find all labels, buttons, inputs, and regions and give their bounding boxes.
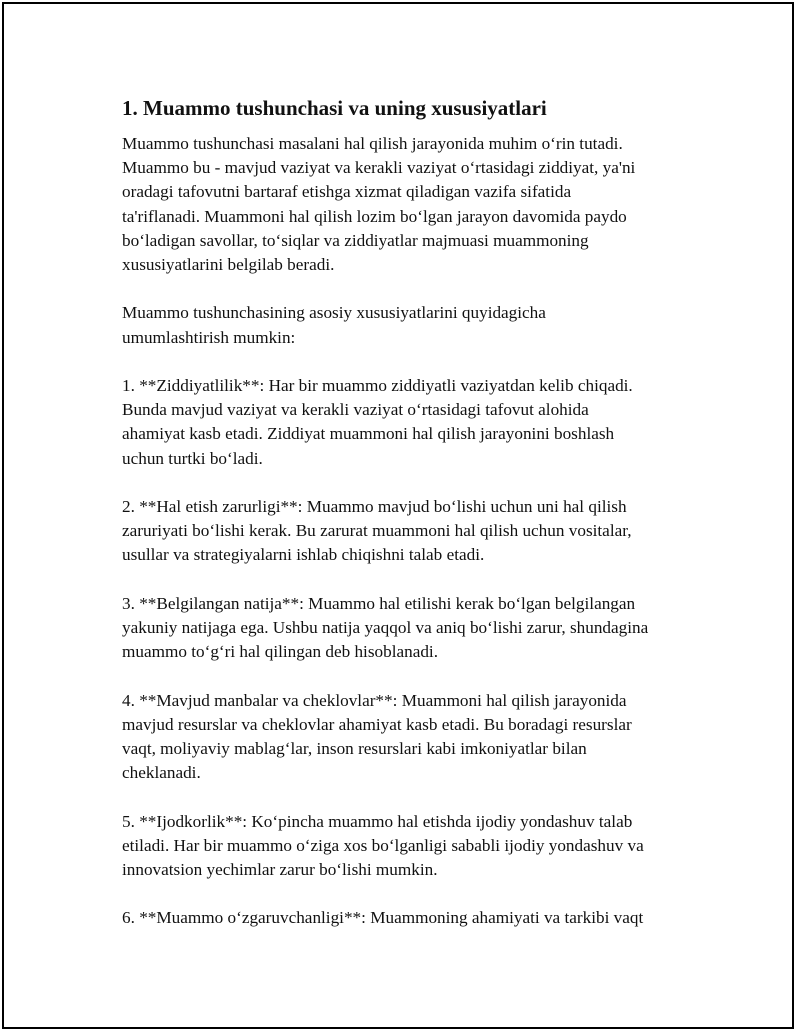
text-line: ahamiyat kasb etadi. Ziddiyat muammoni hal qilish jarayonini boshlash: [122, 424, 615, 444]
text-line: 1. **Ziddiyatlilik**: Har bir muammo ziddiyatli vaziyatdan kelib chiqadi.: [122, 376, 633, 395]
text-line: oradagi tafovutni bartaraf etishga xizmat qiladigan vazifa sifatida: [122, 182, 572, 202]
list-item-6: [122, 906, 692, 930]
paragraph-summary-lead: [122, 301, 692, 349]
text-line: 4. **Mavjud manbalar va cheklovlar**: Muammoni hal qilish jarayonida: [122, 690, 627, 710]
text-line: ta'riflanadi. Muammoni hal qilish lozim bo‘lgan jarayon davomida paydo: [122, 206, 627, 226]
text-line: xususiyatlarini belgilab beradi.: [122, 255, 335, 275]
document-body: [122, 94, 692, 955]
text-line: muammo to‘g‘ri hal qilingan deb hisoblanadi.: [122, 642, 438, 662]
text-line: 6. **Muammo o‘zgaruvchanligi**: Muammoning ahamiyati va tarkibi vaqt: [122, 908, 644, 928]
list-item-4: [122, 689, 692, 786]
text-line: Muammo bu - mavjud vaziyat va kerakli vaziyat o‘rtasidagi ziddiyat, ya'ni: [122, 158, 636, 178]
list-item-3: [122, 592, 692, 665]
text-line: innovatsion yechimlar zarur bo‘lishi mumkin.: [122, 860, 438, 879]
text-line: yakuniy natijaga ega. Ushbu natija yaqqol va aniq bo‘lishi zarur, shundagina: [122, 618, 649, 637]
list-item-1: [122, 374, 692, 471]
text-line: 2. **Hal etish zarurligi**: Muammo mavjud bo‘lishi uchun uni hal qilish: [122, 497, 627, 516]
text-line: uchun turtki bo‘ladi.: [122, 448, 263, 468]
text-line: etiladi. Har bir muammo o‘ziga xos bo‘lganligi sababli ijodiy yondashuv va: [122, 835, 644, 855]
text-line: 5. **Ijodkorlik**: Ko‘pincha muammo hal etishda ijodiy yondashuv talab: [122, 811, 633, 831]
text-line: 3. **Belgilangan natija**: Muammo hal etilishi kerak bo‘lgan belgilangan: [122, 593, 636, 613]
text-line: mavjud resurslar va cheklovlar ahamiyat kasb etadi. Bu boradagi resurslar: [122, 714, 632, 734]
text-line: vaqt, moliyaviy mablag‘lar, inson resurslari kabi imkoniyatlar bilan: [122, 739, 587, 758]
page-frame: [2, 2, 794, 1029]
text-line: zaruriyati bo‘lishi kerak. Bu zarurat muammoni hal qilish uchun vositalar,: [122, 521, 632, 541]
text-line: Bunda mavjud vaziyat va kerakli vaziyat o‘rtasidagi tafovut alohida: [122, 400, 589, 420]
paragraph-intro: [122, 132, 692, 277]
section-heading: 1. Muammo tushunchasi va uning xususiyatlari: [122, 96, 547, 120]
text-line: umumlashtirish mumkin:: [122, 327, 296, 347]
text-line: cheklanadi.: [122, 763, 201, 783]
text-line: Muammo tushunchasining asosiy xususiyatlarini quyidagicha: [122, 303, 546, 323]
list-item-2: [122, 495, 692, 568]
text-line: Muammo tushunchasi masalani hal qilish jarayonida muhim o‘rin tutadi.: [122, 134, 623, 153]
list-item-5: [122, 810, 692, 883]
text-line: bo‘ladigan savollar, to‘siqlar va ziddiyatlar majmuasi muammoning: [122, 230, 589, 250]
text-line: usullar va strategiyalarni ishlab chiqishni talab etadi.: [122, 545, 485, 565]
